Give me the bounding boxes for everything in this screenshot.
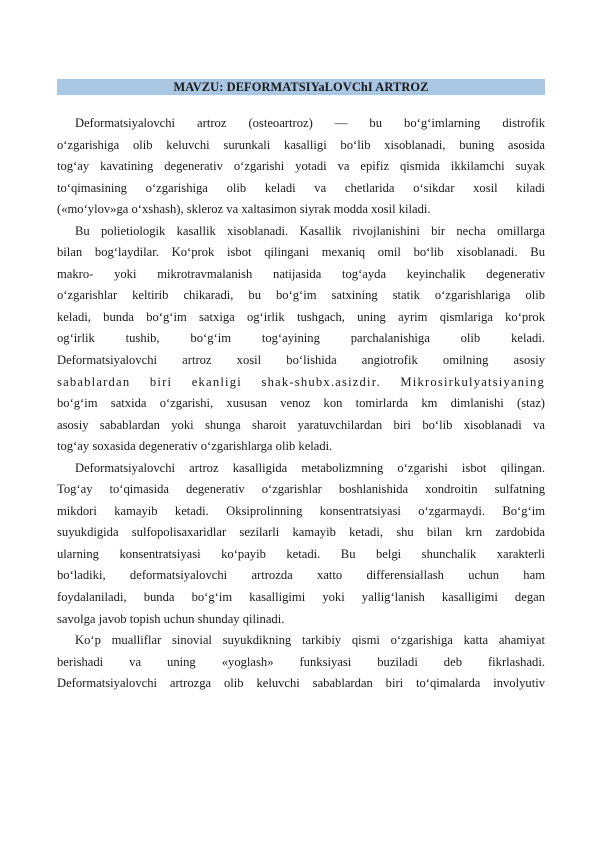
paragraph-line: keladi, bunda bo‘g‘im satxiga og‘irlik tushgach, uning ayrim qismlariga ko‘prok	[57, 309, 545, 324]
paragraph-line: suyukdigida sulfopolisaxaridlar sezilarli kamayib ketadi, shu bilan krn zardobida	[57, 525, 545, 540]
body-paragraph	[57, 630, 545, 695]
paragraph-line: og‘irlik tushib, bo‘g‘im tog‘ayining parchalanishiga olib keladi.	[57, 331, 545, 346]
paragraph-line: Deformatsiyalovchi artrozga olib keluvchi sabablardan biri to‘qimalarda involyutiv	[57, 676, 545, 691]
paragraph-line: asosiy sabablardan yoki shunga sharoit yaratuvchilardan biri bo‘lib xisoblanadi va	[57, 417, 545, 432]
body-paragraph	[57, 221, 545, 458]
paragraph-line: savolga javob topish uchun shunday qilinadi.	[57, 611, 285, 626]
paragraph-line: Deformatsiyalovchi artroz kasalligida metabolizmning o‘zgarishi isbot qilingan.	[75, 460, 545, 475]
paragraph-line: foydalaniladi, bunda bo‘g‘im kasalligimi yoki yallig‘lanish kasalligimi degan	[57, 590, 545, 605]
paragraph-line: berishadi va uning «yoglash» funksiyasi buziladi deb fikrlashadi.	[57, 654, 545, 669]
paragraph-line: («mo‘ylov»ga o‘xshash), skleroz va xaltasimon siyrak modda xosil kiladi.	[57, 202, 431, 217]
paragraph-line: tog‘ay kavatining degenerativ o‘zgarishi yotadi va epifiz qismida ikkilamchi suyak	[57, 159, 545, 174]
paragraph-line: makro- yoki mikrotravmalanish natijasida tog‘ayda keyinchalik degenerativ	[57, 266, 545, 281]
paragraph-line: o‘zgarishiga olib keluvchi surunkali kasalligi bo‘lib xisoblanadi, buning asosida	[57, 137, 545, 152]
paragraph-line: Deformatsiyalovchi artroz xosil bo‘lishida angiotrofik omilning asosiy	[57, 353, 545, 368]
paragraph-line: Tog‘ay to‘qimasida degenerativ o‘zgarishlar boshlanishida xondroitin sulfatning	[57, 482, 545, 497]
document-title: MAVZU: DEFORMATSIYaLOVChI ARTROZ	[57, 79, 545, 95]
paragraph-line: tog‘ay soxasida degenerativ o‘zgarishlarga olib keladi.	[57, 439, 333, 454]
paragraph-line: bo‘g‘im satxida o‘zgarishi, xususan venoz kon tomirlarda km dimlanishi (staz)	[57, 396, 545, 411]
body-paragraph	[57, 113, 545, 221]
paragraph-line: bo‘ladiki, deformatsiyalovchi artrozda xatto differensiallash uchun ham	[57, 568, 545, 583]
paragraph-line: bilan bog‘laydilar. Ko‘prok isbot qilingani mexaniq omil bo‘lib xisoblanadi. Bu	[57, 245, 545, 260]
document-body	[57, 113, 545, 695]
paragraph-line: sabablardan biri ekanligi shak-shubx.asizdir. Mikrosirkulyatsiyaning	[57, 374, 545, 389]
body-paragraph	[57, 458, 545, 630]
paragraph-line: mikdori kamayib ketadi. Oksiprolinning konsentratsiyasi o‘zgarmaydi. Bo‘g‘im	[57, 503, 545, 518]
paragraph-line: Bu polietiologik kasallik xisoblanadi. Kasallik rivojlanishini bir necha omillarga	[75, 223, 545, 238]
paragraph-line: Ko‘p mualliflar sinovial suyukdikning tarkibiy qismi o‘zgarishiga katta ahamiyat	[75, 633, 545, 648]
paragraph-line: to‘qimasining o‘zgarishiga olib keladi va chetlarida o‘sikdar xosil kiladi	[57, 180, 545, 195]
paragraph-line: ularning konsentratsiyasi ko‘payib ketadi. Bu belgi shunchalik xarakterli	[57, 546, 545, 561]
paragraph-line: Deformatsiyalovchi artroz (osteoartroz) — bu bo‘g‘imlarning distrofik	[75, 116, 545, 130]
paragraph-line: o‘zgarishlar keltirib chikaradi, bu bo‘g‘im satxining statik o‘zgarishlariga olib	[57, 288, 545, 303]
